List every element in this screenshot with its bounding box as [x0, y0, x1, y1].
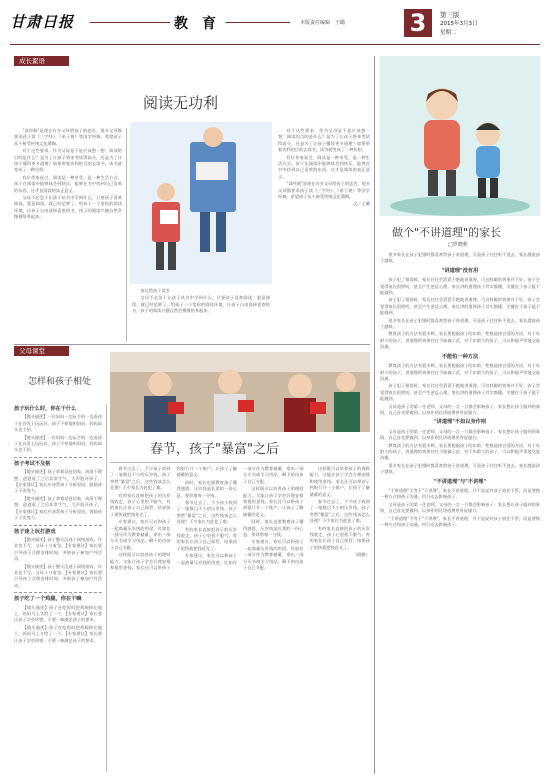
family-illustration [380, 56, 540, 216]
paragraph: 专家建议，家长可以和孩子一起商量压岁钱的用途，比如存一部分作为教育储蓄，拿出一部分买书或学习用品，剩下的由孩子自己支配。 [110, 519, 171, 550]
paragraph: 春节过去了，不少孩子收到了一笔数目不小的压岁钱。孩子突然"暴富"之后，这些钱该怎么处理？不少家长为此犯了难。 [309, 499, 370, 524]
paragraph: 父母是孩子的第一任老师，父母的一言一行都会影响孩子。家长想让孩子做到的事情，自己首先要做到。以身作则比讲道理更有说服力。 [380, 501, 540, 514]
article-body-col3 [278, 128, 370, 342]
paragraph: 【镜头描述】孩子在吃饭时把鸡腿掉在地上，妈妈马上又给了一个。【专家建议】家长要让孩子学会珍惜，不要一味满足孩子的要求。 [14, 604, 102, 623]
paragraph: 对于这些要求，作为父母是不是应该想一想：阅读的目的是什么？是为了让孩子将来考试得高分，还是为了让孩子懂得更多道理？如果带着功利的目的去读书，读书就变成了一种负担。 [278, 128, 370, 153]
section-title: 教 育 [174, 16, 216, 32]
masthead [0, 0, 550, 46]
editor-credit: 本版责任编辑 王璐 [300, 20, 346, 26]
paragraph: "不讲道理"不等于"不讲理"。家长不讲道理，并不是说对孩子放任不管，而是要换一种方式和孩子沟通，用行动去影响孩子。 [380, 488, 540, 500]
byline: 文／王璐 [353, 201, 370, 207]
article-body [14, 404, 102, 772]
paragraph: 春节过去了，不少孩子收到了一笔数目不小的压岁钱。孩子突然"暴富"之后，这些钱该怎么处理？不少家长为此犯了难。 [176, 500, 237, 525]
paragraph: 孩子犯了错误时，家长往往会滔滔不绝地讲道理，可这样做的效果并不好。孩子会觉得家长很唠叨，甚至产生逆反心理。家长讲的道理孩子其实都懂，关键在于孩子能不能做到。 [380, 277, 540, 296]
paragraph: 父母不必急于让孩子从书中学到什么，只要孩子喜欢阅读，愿意阅读，就已经足够了。给孩子一个宽松的阅读环境，让孩子自由选择喜欢的书，孩子的阅读兴趣自然会慢慢培养起来。 [132, 295, 270, 314]
paragraph: 对于这些要求，作为父母是不是应该想一想：阅读的目的是什么？是为了让孩子将来考试得高分，还是为了让孩子懂得更多道理？如果带着功利的目的去读书，读书就变成了一种负担。 [14, 148, 122, 173]
masthead-underline [10, 44, 540, 45]
article-body [14, 128, 122, 328]
paragraph: 孩子犯了错误时，家长往往会滔滔不绝地讲道理，可这样做的效果并不好。孩子会觉得家长很唠叨，甚至产生逆反心理。家长讲的道理孩子其实都懂，关键在于孩子能不能做到。 [380, 297, 540, 316]
subheading: 孩子吃了一个鸡腿，你在干嘛 [14, 596, 82, 603]
red-envelope-photo [110, 352, 370, 432]
page-label: 第三版 [440, 11, 460, 19]
subheading: 孩子玩什么时，你在干什么 [14, 406, 77, 412]
column-divider [374, 56, 375, 774]
paragraph: 有位作家说过，阅读是一种享受，是一种生活方式。孩子在阅读中能够体会到快乐，能够在书中找到自己喜欢的东西，这才是阅读的真正意义。 [278, 154, 370, 179]
paragraph: 有的家长直接把孩子的压岁钱收走，孩子心里很不服气；有的家长让孩子自己保管，结果孩子很快就把钱花光了。 [110, 492, 171, 517]
subheading: 孩子迷上玩打游戏 [14, 528, 56, 535]
parent-child-cartoon [380, 56, 540, 216]
page-number: 3 [409, 9, 427, 37]
paragraph: 父母是孩子的第一任老师，父母的一言一行都会影响孩子。家长想让孩子做到的事情，自己首先要做到。以身作则比讲道理更有说服力。 [380, 428, 540, 441]
section-divider [14, 344, 370, 345]
column-label-top: 成长絮语 [14, 56, 69, 66]
subheading: 孩子考试不及格 [14, 460, 51, 467]
paragraph: 有的家长直接把孩子的压岁钱收走，孩子心里很不服气；有的家长让孩子自己保管，结果孩子很快就把钱花光了。 [309, 525, 370, 550]
paragraph: 父母不必急于让孩子从书中学到什么，只要孩子喜欢阅读，愿意阅读，就已经足够了。给孩子一个宽松的阅读环境，让孩子自由选择喜欢的书，孩子的阅读兴趣自然会慢慢培养起来。 [14, 195, 122, 220]
issue-weekday: 星期二 [440, 30, 457, 36]
paragraph: 教育孩子的方法有很多种，家长要根据孩子的年龄、性格选择合适的方法。对于年龄小的孩子，讲道理的效果往往不如做示范；对于年龄大的孩子，可以和他平等地交流沟通。 [380, 363, 540, 381]
paragraph: 专家建议，家长可以和孩子一起商量压岁钱的用途，比如存一部分作为教育储蓄，拿出一部分买书或学习用品，剩下的由孩子自己支配。 [176, 466, 304, 565]
newspaper-logo: 甘肃日报 [10, 13, 75, 31]
paragraph: 这样既可以培养孩子的理财能力，又能让孩子学会合理安排和使用金钱。家长还可以带孩子到银行开一个账户，让孩子了解储蓄的意义。 [110, 466, 237, 571]
paragraph: "读经典"是现在许多父母给孩子的忠告，很多父母都要求孩子读《三字经》、《弟子规》等国学经典，希望孩子从小接受传统文化熏陶。 [14, 128, 122, 146]
column-label-bottom: 父母课堂 [14, 346, 69, 356]
paragraph: 【镜头描述】孩子在吃饭时把鸡腿掉在地上，妈妈马上又给了一个。【专家建议】家长要让孩子学会珍惜，不要一味满足孩子的要求。 [14, 624, 102, 643]
paragraph: "读经典"是现在许多父母给孩子的忠告，很多父母都要求孩子读《三字经》、《弟子规》等国学经典，希望孩子从小接受传统文化熏陶。 [278, 181, 370, 200]
paragraph: 这样既可以培养孩子的理财能力，又能让孩子学会合理安排和使用金钱。家长还可以带孩子到银行开一个账户，让孩子了解储蓄的意义。 [309, 466, 370, 497]
paragraph: 【镜头描述】孩子拿着试卷回家，成绩不理想，爸爸看了之后非常生气，大声批评孩子。【专家建议】家长应该帮孩子分析原因，鼓励孩子下次努力。 [14, 469, 102, 494]
divider [14, 592, 102, 593]
paragraph: 教育孩子的方法有很多种，家长要根据孩子的年龄、性格选择合适的方法。对于年龄小的孩子，讲道理的效果往往不如做示范；对于年龄大的孩子，可以和他平等地交流沟通。 [380, 331, 540, 350]
paragraph: 很多家长在孩子犯错时都喜欢给孩子讲道理，可是孩子往往听不进去，家长越说孩子越烦。 [380, 317, 540, 330]
paragraph: 专家建议，家长可以和孩子一起商量压岁钱的用途，比如存一部分作为教育储蓄，拿出一部分买书或学习用品，剩下的由孩子自己支配。 [243, 539, 304, 571]
paragraph: 教育孩子的方法有很多种，家长要根据孩子的年龄、性格选择合适的方法。对于年龄小的孩子，讲道理的效果往往不如做示范；对于年龄大的孩子，可以和他平等地交流沟通。 [380, 442, 540, 461]
divider [14, 525, 102, 526]
subheading: "讲道理"不如以身作则 [433, 419, 487, 426]
column-divider [106, 404, 107, 772]
photo-caption [132, 288, 270, 338]
article-title: 阅读无功利 [143, 94, 219, 112]
reading-photo [130, 122, 272, 284]
caption-text: 家长给孩子读书 [140, 288, 170, 293]
title-underline [110, 462, 370, 463]
paragraph: 春节过去了，不少孩子收到了一笔数目不小的压岁钱。孩子突然"暴富"之后，这些钱该怎么处理？不少家长为此犯了难。 [110, 466, 171, 491]
article-title: 怎样和孩子相处 [28, 377, 92, 387]
paragraph: 有的家长直接把孩子的压岁钱收走，孩子心里很不服气；有的家长让孩子自己保管，结果孩子很快就把钱花光了。 [176, 526, 237, 551]
masthead-right-rule [226, 22, 290, 23]
paragraph: 同时，家长也要教育孩子懂得感恩，压岁钱是长辈的一份心意，要珍惜每一分钱。 [243, 519, 304, 538]
paragraph: 父母是孩子的第一任老师，父母的一言一行都会影响孩子。家长想让孩子做到的事情，自己首先要做到。以身作则比讲道理更有说服力。 [380, 403, 540, 415]
children-with-red-envelopes [110, 352, 370, 432]
paragraph: 【镜头描述】孩子整天沉迷于网络游戏，作业也不写，父母十分着急。【专家建议】家长要引导孩子合理安排时间，多陪孩子参加户外活动。 [14, 536, 102, 562]
paragraph: 很多家长在孩子犯错时都喜欢给孩子讲道理，可是孩子往往听不进去，家长越说孩子越烦。 [380, 252, 540, 264]
subheading: 不能怕一种方法 [441, 353, 479, 360]
divider [14, 457, 102, 458]
paragraph: 有位作家说过，阅读是一种享受，是一种生活方式。孩子在阅读中能够体会到快乐，能够在书中找到自己喜欢的东西，这才是阅读的真正意义。 [14, 174, 122, 193]
subheading: "讲道理"没有用 [441, 267, 479, 274]
article-title: 做个"不讲道理"的家长 [392, 226, 502, 239]
issue-date: 2015年3月3日 [440, 21, 478, 27]
paragraph: 同时，家长也要教育孩子懂得感恩，压岁钱是长辈的一份心意，要珍惜每一分钱。 [176, 479, 237, 498]
paragraph: 【镜头描述】孩子拿着试卷回家，成绩不理想，爸爸看了之后非常生气，大声批评孩子。【专家建议】家长应该帮孩子分析原因，鼓励孩子下次努力。 [14, 495, 102, 521]
paragraph: "不讲道理"不等于"不讲理"。家长不讲道理，并不是说对孩子放任不管，而是要换一种方式和孩子沟通，用行动去影响孩子。 [380, 515, 540, 528]
article-body [110, 466, 370, 772]
column-divider [126, 128, 127, 342]
paragraph: 【镜头描述】孩子整天沉迷于网络游戏，作业也不写，父母十分着急。【专家建议】家长要引导孩子合理安排时间，多陪孩子参加户外活动。 [14, 563, 102, 588]
masthead-left-rule [90, 22, 170, 23]
byline: □罗晓莉 [448, 242, 468, 248]
children-reading-illustration [130, 122, 272, 284]
page-number-box [404, 9, 432, 37]
article-title: 春节，孩子"暴富"之后 [150, 442, 279, 457]
paragraph: 【镜头描述】一位妈妈一边玩手机一边看孩子在沙发上玩玩具，孩子不停地叫妈妈，妈妈却头也不抬。 [14, 434, 102, 453]
paragraph: 这样既可以培养孩子的理财能力，又能让孩子学会合理安排和使用金钱。家长还可以带孩子到银行开一个账户，让孩子了解储蓄的意义。 [243, 486, 304, 517]
subheading: "不讲道理"与"不讲理" [433, 478, 487, 485]
article-body [380, 252, 540, 772]
paragraph: 【镜头描述】一位妈妈一边玩手机一边看孩子在沙发上玩玩具，孩子不停地叫妈妈，妈妈却头也不抬。 [14, 414, 102, 433]
byline: （晓雅） [353, 552, 370, 558]
paragraph: 孩子犯了错误时，家长往往会滔滔不绝地讲道理，可这样做的效果并不好。孩子会觉得家长很唠叨，甚至产生逆反心理。家长讲的道理孩子其实都懂，关键在于孩子能不能做到。 [380, 383, 540, 402]
paragraph: 很多家长在孩子犯错时都喜欢给孩子讲道理，可是孩子往往听不进去，家长越说孩子越烦。 [380, 462, 540, 475]
